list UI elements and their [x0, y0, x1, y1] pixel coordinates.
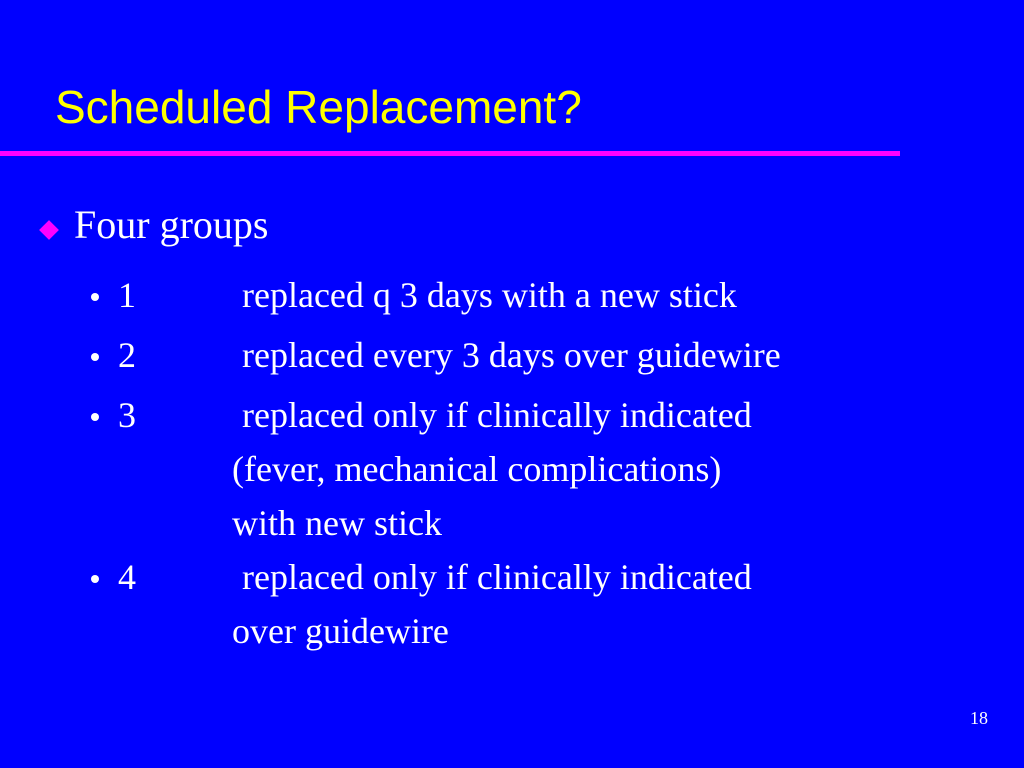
round-bullet-icon — [91, 293, 99, 301]
round-bullet-icon — [91, 413, 99, 421]
group-description-line: over guidewire — [232, 611, 449, 651]
group-number: 3 — [118, 395, 136, 435]
page-number: 18 — [970, 708, 988, 728]
slide-title: Scheduled Replacement? — [55, 81, 582, 133]
group-description — [242, 268, 737, 322]
group-description-line: replaced only if clinically indicated — [242, 557, 752, 597]
group-description — [232, 550, 752, 658]
group-number: 2 — [118, 335, 136, 375]
group-number: 4 — [118, 557, 136, 597]
group-description — [242, 328, 781, 382]
diamond-bullet-icon — [39, 220, 59, 240]
title-divider — [0, 151, 900, 156]
group-description-line: replaced every 3 days over guidewire — [242, 335, 781, 375]
group-description-line: replaced only if clinically indicated — [242, 395, 752, 435]
bullet-text: Four groups — [74, 202, 269, 247]
round-bullet-icon — [91, 575, 99, 583]
group-description-line: with new stick — [232, 503, 442, 543]
group-description — [232, 388, 752, 550]
group-description-line: (fever, mechanical complications) — [232, 449, 722, 489]
group-number: 1 — [118, 275, 136, 315]
group-description-line: replaced q 3 days with a new stick — [242, 275, 737, 315]
round-bullet-icon — [91, 353, 99, 361]
